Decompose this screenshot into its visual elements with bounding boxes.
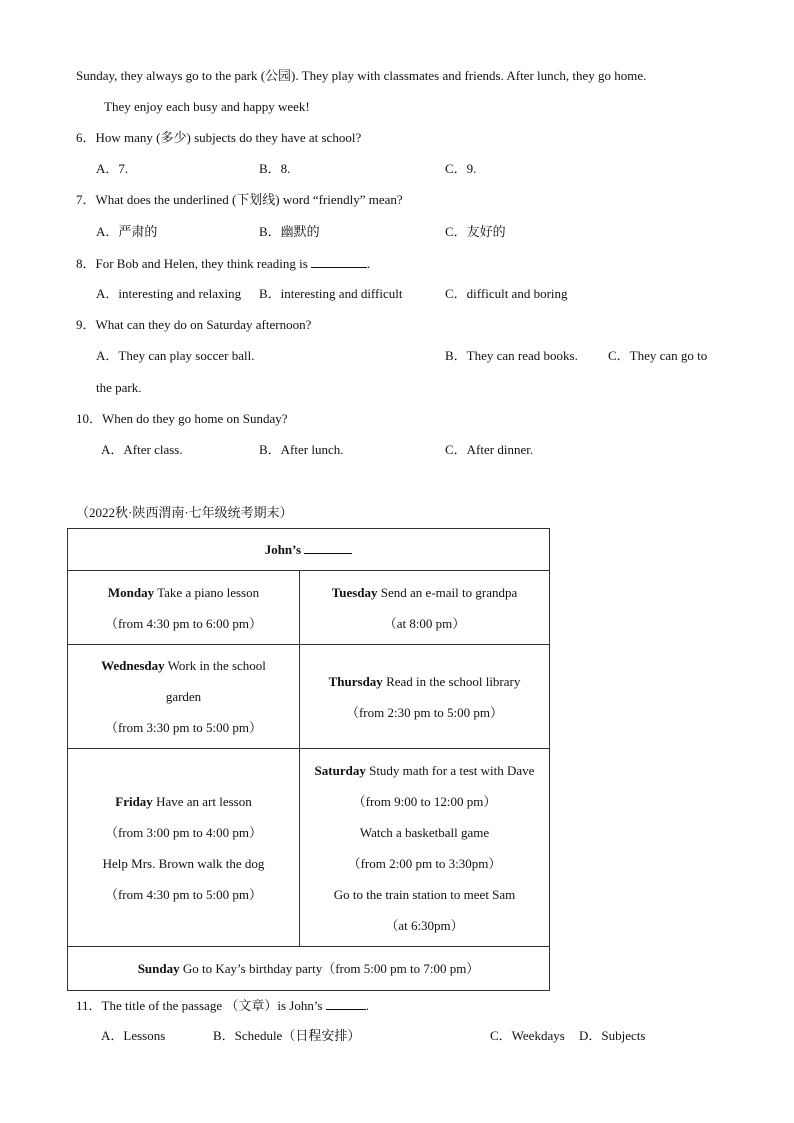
q11-option-c[interactable]: C．Weekdays bbox=[490, 1028, 565, 1043]
time: （from 2:00 pm to 3:30pm） bbox=[347, 855, 502, 871]
time: （at 6:30pm） bbox=[385, 917, 464, 933]
q6-option-a[interactable]: A．7. bbox=[96, 161, 129, 176]
tuesday-cell bbox=[300, 571, 550, 645]
q9-option-c[interactable]: C．They can go to bbox=[608, 348, 708, 363]
day-label: Sunday bbox=[137, 961, 180, 976]
thursday-cell bbox=[300, 645, 550, 749]
q9-option-a[interactable]: A．They can play soccer ball. bbox=[96, 348, 255, 363]
friday-cell bbox=[68, 749, 300, 947]
question-8-end: . bbox=[367, 256, 371, 271]
question-6-stem: 6．How many (多少) subjects do they have at school? bbox=[76, 130, 362, 145]
question-11-stem bbox=[76, 997, 369, 1014]
q9-option-c-continued: the park. bbox=[96, 380, 142, 395]
time: （from 3:30 pm to 5:00 pm） bbox=[104, 720, 263, 735]
day-label: Saturday bbox=[314, 762, 366, 778]
saturday-cell bbox=[300, 749, 550, 947]
q9-option-b[interactable]: B．They can read books. bbox=[445, 348, 578, 363]
time: （from 2:30 pm to 5:00 pm） bbox=[345, 704, 504, 720]
q7-option-a[interactable]: A．严肃的 bbox=[96, 224, 158, 239]
time: （from 4:30 pm to 6:00 pm） bbox=[104, 615, 263, 631]
activity: Help Mrs. Brown walk the dog bbox=[102, 855, 265, 871]
monday-cell bbox=[68, 571, 300, 645]
question-11-end: . bbox=[365, 998, 369, 1013]
question-10-stem: 10．When do they go home on Sunday? bbox=[76, 411, 288, 426]
question-11-text: 11．The title of the passage （文章）is John’s bbox=[76, 998, 323, 1013]
q7-option-c[interactable]: C．友好的 bbox=[445, 224, 506, 239]
schedule-title-cell bbox=[68, 529, 550, 571]
question-9-stem: 9．What can they do on Saturday afternoon? bbox=[76, 317, 312, 332]
q11-option-a[interactable]: A．Lessons bbox=[101, 1028, 166, 1043]
question-8-stem bbox=[76, 255, 370, 272]
day-label: Wednesday bbox=[101, 658, 165, 673]
time: （from 3:00 pm to 4:00 pm） bbox=[104, 824, 263, 840]
question-7-stem: 7．What does the underlined (下划线) word “friendly” mean? bbox=[76, 192, 403, 207]
sunday-cell bbox=[68, 947, 550, 991]
question-8-text: 8．For Bob and Helen, they think reading is bbox=[76, 256, 308, 271]
passage-line: Sunday, they always go to the park (公园). They play with classmates and friends. After lunch, they go home. bbox=[76, 68, 647, 83]
day-label: Friday bbox=[115, 793, 153, 809]
q7-option-b[interactable]: B．幽默的 bbox=[259, 224, 320, 239]
activity: Study math for a test with Dave bbox=[365, 762, 535, 778]
q8-option-b[interactable]: B．interesting and difficult bbox=[259, 286, 403, 301]
schedule-table bbox=[67, 528, 550, 991]
activity: Work in the school bbox=[164, 658, 266, 673]
answer-blank bbox=[311, 255, 367, 268]
day-label: Thursday bbox=[328, 673, 383, 689]
day-label: Monday bbox=[107, 584, 155, 600]
source-caption: （2022秋·陕西渭南·七年级统考期末） bbox=[76, 505, 293, 520]
time: （from 4:30 pm to 5:00 pm） bbox=[104, 886, 263, 902]
activity: Take a piano lesson bbox=[154, 584, 260, 600]
answer-blank bbox=[326, 997, 366, 1010]
q6-option-c[interactable]: C．9. bbox=[445, 161, 477, 176]
answer-blank bbox=[304, 541, 352, 554]
activity: Send an e-mail to grandpa bbox=[377, 584, 518, 600]
q10-option-a[interactable]: A．After class. bbox=[101, 442, 183, 457]
time: （from 9:00 to 12:00 pm） bbox=[352, 793, 497, 809]
activity: Go to Kay’s birthday party（from 5:00 pm to 7:00 pm） bbox=[179, 961, 480, 976]
passage-line: They enjoy each busy and happy week! bbox=[104, 99, 310, 114]
wednesday-cell bbox=[68, 645, 300, 749]
q11-option-d[interactable]: D．Subjects bbox=[579, 1028, 646, 1043]
activity-continued: garden bbox=[165, 689, 202, 704]
time: （at 8:00 pm） bbox=[383, 615, 466, 631]
activity: Go to the train station to meet Sam bbox=[333, 886, 516, 902]
day-label: Tuesday bbox=[331, 584, 378, 600]
q10-option-c[interactable]: C．After dinner. bbox=[445, 442, 534, 457]
activity: Read in the school library bbox=[382, 673, 521, 689]
q8-option-a[interactable]: A．interesting and relaxing bbox=[96, 286, 242, 301]
schedule-title: John’s bbox=[264, 542, 302, 557]
q10-option-b[interactable]: B．After lunch. bbox=[259, 442, 344, 457]
q11-option-b[interactable]: B．Schedule（日程安排） bbox=[213, 1028, 361, 1043]
activity: Watch a basketball game bbox=[359, 824, 490, 840]
activity: Have an art lesson bbox=[152, 793, 252, 809]
q8-option-c[interactable]: C．difficult and boring bbox=[445, 286, 568, 301]
q6-option-b[interactable]: B．8. bbox=[259, 161, 291, 176]
